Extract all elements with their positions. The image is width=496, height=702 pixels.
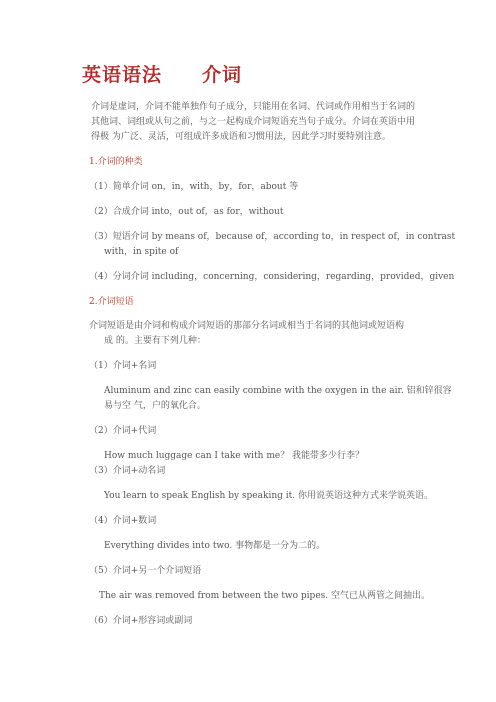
list-item: （6）介词+形容词或副词: [89, 616, 193, 626]
list-item: （2）合成介词 into，out of，as for，without: [89, 207, 284, 217]
intro-line: 介词是虚词，介词不能单独作句子成分，只能用在名词、代词或作用相当于名词的: [91, 102, 416, 112]
list-item: （1）简单介词 on，in，with，by，for，about 等: [89, 182, 299, 192]
list-item: （1）介词+名词: [89, 361, 157, 371]
section-intro-line: 成 的。主要有下列几种：: [104, 336, 206, 346]
list-item: （2）介词+代词: [89, 426, 157, 436]
list-item-continued: with，in spite of: [104, 247, 179, 257]
section-heading-phrases: 2.介词短语: [89, 297, 134, 307]
list-item: （3）介词+动名词: [89, 466, 166, 476]
page-title: 英语语法 介词: [82, 64, 243, 86]
list-item: （4）分词介词 including，concerning，considering，regarding，provided，given: [89, 272, 455, 282]
intro-line: 其他词、词组或从句之前，与之一起构成介词短语充当句子成分。介词在英语中用: [91, 117, 416, 127]
list-item: （5）介词+另一个介词短语: [89, 566, 202, 576]
list-item: （4）介词+数词: [89, 516, 157, 526]
example-sentence: The air was removed from between the two pipes. 空气已从两管之间抽出。: [99, 591, 430, 601]
example-sentence: You learn to speak English by speaking it. 你用说英语这种方式来学说英语。: [104, 491, 433, 501]
example-sentence: Aluminum and zinc can easily combine with the oxygen in the air. 铝和锌很容: [104, 386, 452, 396]
example-sentence: How much luggage can I take with me？ 我能带多少行李？: [104, 451, 365, 461]
list-item: （3）短语介词 by means of，because of，according to，in respect of，in contrast: [89, 232, 456, 242]
intro-line: 得极 为广泛、灵活，可组成许多成语和习惯用法，因此学习时要特别注意。: [91, 132, 391, 142]
example-sentence: Everything divides into two. 事物都是一分为二的。: [104, 541, 326, 551]
section-intro-line: 介词短语是由介词和构成介词短语的那部分名词或相当于名词的其他词或短语构: [89, 321, 405, 331]
example-sentence: 易与空 气，户的氧化合。: [104, 401, 206, 411]
section-heading-types: 1.介词的种类: [89, 157, 143, 167]
